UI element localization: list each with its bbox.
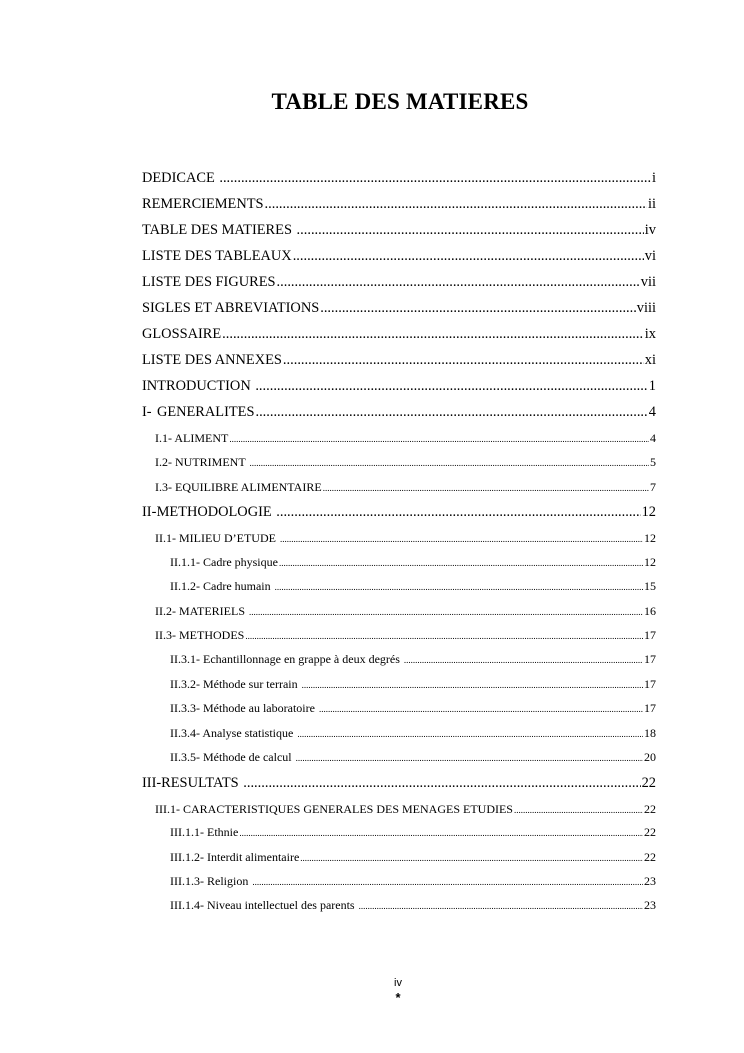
dot-leader: [359, 901, 643, 911]
dot-leader: [249, 458, 649, 468]
dot-leader: [296, 753, 643, 763]
toc-entry-label: SIGLES ET ABREVIATIONS: [142, 300, 320, 316]
toc-entry-page: 17: [644, 701, 656, 715]
toc-entry-label: II.1.2- Cadre humain: [170, 579, 274, 593]
toc-entry[interactable]: [142, 726, 656, 741]
toc-entry-label: GENERALITES: [156, 404, 255, 420]
toc-entry[interactable]: [142, 300, 656, 317]
dot-leader: [300, 853, 643, 863]
toc-entry-label: II.3.3- Méthode au laboratoire: [170, 701, 318, 715]
toc-entry-page: 5: [650, 455, 656, 469]
toc-entry-page: 23: [644, 898, 656, 912]
toc-entry-page: 22: [644, 850, 656, 864]
dot-leader: [276, 504, 640, 521]
toc-entry-page: iv: [644, 222, 656, 238]
dot-leader: [275, 582, 643, 592]
dot-leader: [249, 607, 643, 617]
toc-entry-label: III.1.4- Niveau intellectuel des parents: [170, 898, 358, 912]
toc-entry-page: xi: [644, 352, 656, 368]
toc-entry[interactable]: [142, 222, 656, 239]
toc-entry-label: GLOSSAIRE: [142, 326, 222, 342]
dot-leader: [404, 655, 643, 665]
toc-entry-page: 12: [644, 555, 656, 569]
document-title: TABLE DES MATIERES: [271, 89, 529, 114]
dot-leader: [222, 326, 644, 343]
dot-leader: [293, 248, 644, 265]
toc-entry[interactable]: [142, 170, 656, 187]
dot-leader: [280, 534, 643, 544]
toc-entry[interactable]: [142, 604, 656, 619]
dot-leader: [255, 404, 647, 421]
toc-entry-page: i: [652, 170, 656, 186]
toc-entry[interactable]: [142, 579, 656, 594]
toc-entry-label: I.2- NUTRIMENT: [155, 455, 249, 469]
toc-entry[interactable]: [142, 825, 656, 840]
toc-entry-number: I-: [142, 404, 152, 420]
toc-entry-label: III.1.1- Ethnie: [170, 825, 239, 839]
toc-entry-label: DEDICACE: [142, 170, 219, 186]
toc-entry-label: II.3.1- Echantillonnage en grappe à deux degrés: [170, 652, 403, 666]
toc-entry-page: 1: [648, 378, 656, 394]
toc-entry-label: RESULTATS: [161, 775, 243, 791]
toc-entry[interactable]: [142, 701, 656, 716]
dot-leader: [252, 877, 643, 887]
toc-entry[interactable]: [142, 378, 656, 395]
toc-entry-label: LISTE DES TABLEAUX: [142, 248, 292, 264]
toc-entry[interactable]: [142, 352, 656, 369]
toc-entry-page: ii: [648, 196, 656, 212]
dot-leader: [302, 680, 643, 690]
toc-entry[interactable]: [142, 750, 656, 765]
toc-entry-page: 4: [650, 431, 656, 445]
toc-entry-page: 22: [641, 775, 656, 791]
toc-entry-page: viii: [636, 300, 656, 316]
toc-entry[interactable]: [142, 404, 656, 421]
dot-leader: [297, 729, 643, 739]
dot-leader: [245, 631, 643, 641]
toc-entry-label: III.1- CARACTERISTIQUES GENERALES DES MENAGES ETUDIES: [155, 802, 513, 816]
dot-leader: [277, 274, 640, 291]
toc-entry[interactable]: [142, 898, 656, 913]
toc-entry-label: METHODOLOGIE: [156, 504, 276, 520]
toc-entry-label: LISTE DES ANNEXES: [142, 352, 282, 368]
toc-entry-page: 23: [644, 874, 656, 888]
toc-entry-page: 16: [644, 604, 656, 618]
toc-entry-page: 18: [644, 726, 656, 740]
toc-entry-page: ix: [644, 326, 656, 342]
toc-entry-page: 22: [644, 825, 656, 839]
toc-entry[interactable]: [142, 326, 656, 343]
page-number: iv: [394, 977, 402, 989]
toc-entry-label: II.2- MATERIELS: [155, 604, 248, 618]
dot-leader: [229, 434, 649, 444]
toc-entry-label: II.3.2- Méthode sur terrain: [170, 677, 301, 691]
dot-leader: [319, 704, 643, 714]
dot-leader: [255, 378, 647, 395]
footer-mark: *: [395, 990, 401, 1005]
dot-leader: [514, 805, 643, 815]
toc-entry[interactable]: [142, 775, 656, 792]
dot-leader: [239, 828, 643, 838]
toc-entry[interactable]: [142, 248, 656, 265]
dot-leader: [243, 775, 640, 792]
toc-entry-label: II.1- MILIEU D’ETUDE: [155, 531, 279, 545]
toc-entry[interactable]: [142, 874, 656, 889]
toc-entry[interactable]: [142, 850, 656, 865]
dot-leader: [320, 300, 636, 317]
toc-entry-label: II.3.4- Analyse statistique: [170, 726, 297, 740]
toc-entry[interactable]: [142, 802, 656, 817]
toc-entry[interactable]: [142, 555, 656, 570]
dot-leader: [323, 483, 649, 493]
toc-entry-page: 17: [644, 677, 656, 691]
toc-entry-label: III.1.3- Religion: [170, 874, 252, 888]
toc-entry-label: III.1.2- Interdit alimentaire: [170, 850, 300, 864]
toc-entry-label: REMERCIEMENTS: [142, 196, 264, 212]
toc-entry[interactable]: [142, 431, 656, 446]
dot-leader: [297, 222, 644, 239]
toc-entry-label: INTRODUCTION: [142, 378, 255, 394]
toc-entry[interactable]: [142, 504, 656, 521]
toc-entry-page: 17: [644, 652, 656, 666]
toc-entry-label: I.3- EQUILIBRE ALIMENTAIRE: [155, 480, 322, 494]
toc-entry-page: 15: [644, 579, 656, 593]
dot-leader: [279, 558, 643, 568]
dot-leader: [283, 352, 644, 369]
toc-entry-number: III-: [142, 775, 162, 791]
toc-entry-number: II-: [142, 504, 157, 520]
toc-entry-page: vi: [644, 248, 656, 264]
toc-entry[interactable]: [142, 455, 656, 470]
toc-entry-label: II.3.5- Méthode de calcul: [170, 750, 295, 764]
toc-entry-page: 12: [641, 504, 656, 520]
toc-entry-label: TABLE DES MATIERES: [142, 222, 296, 238]
toc-entry-page: 20: [644, 750, 656, 764]
toc-entry-page: 4: [648, 404, 656, 420]
toc-entry[interactable]: [142, 274, 656, 291]
toc-entry[interactable]: [142, 531, 656, 546]
toc-entry[interactable]: [142, 677, 656, 692]
toc-entry[interactable]: [142, 480, 656, 495]
dot-leader: [219, 170, 651, 187]
toc-entry-page: 7: [650, 480, 656, 494]
toc-entry[interactable]: [142, 652, 656, 667]
toc-entry-page: 22: [644, 802, 656, 816]
toc-entry[interactable]: [142, 196, 656, 213]
toc-entry-page: 17: [644, 628, 656, 642]
toc-entry-label: II.1.1- Cadre physique: [170, 555, 278, 569]
toc-entry-label: II.3- METHODES: [155, 628, 245, 642]
toc-entry[interactable]: [142, 628, 656, 643]
toc-entry-label: I.1- ALIMENT: [155, 431, 229, 445]
toc-entry-page: 12: [644, 531, 656, 545]
toc-entry-page: vii: [640, 274, 656, 290]
dot-leader: [265, 196, 647, 213]
toc-entry-label: LISTE DES FIGURES: [142, 274, 276, 290]
